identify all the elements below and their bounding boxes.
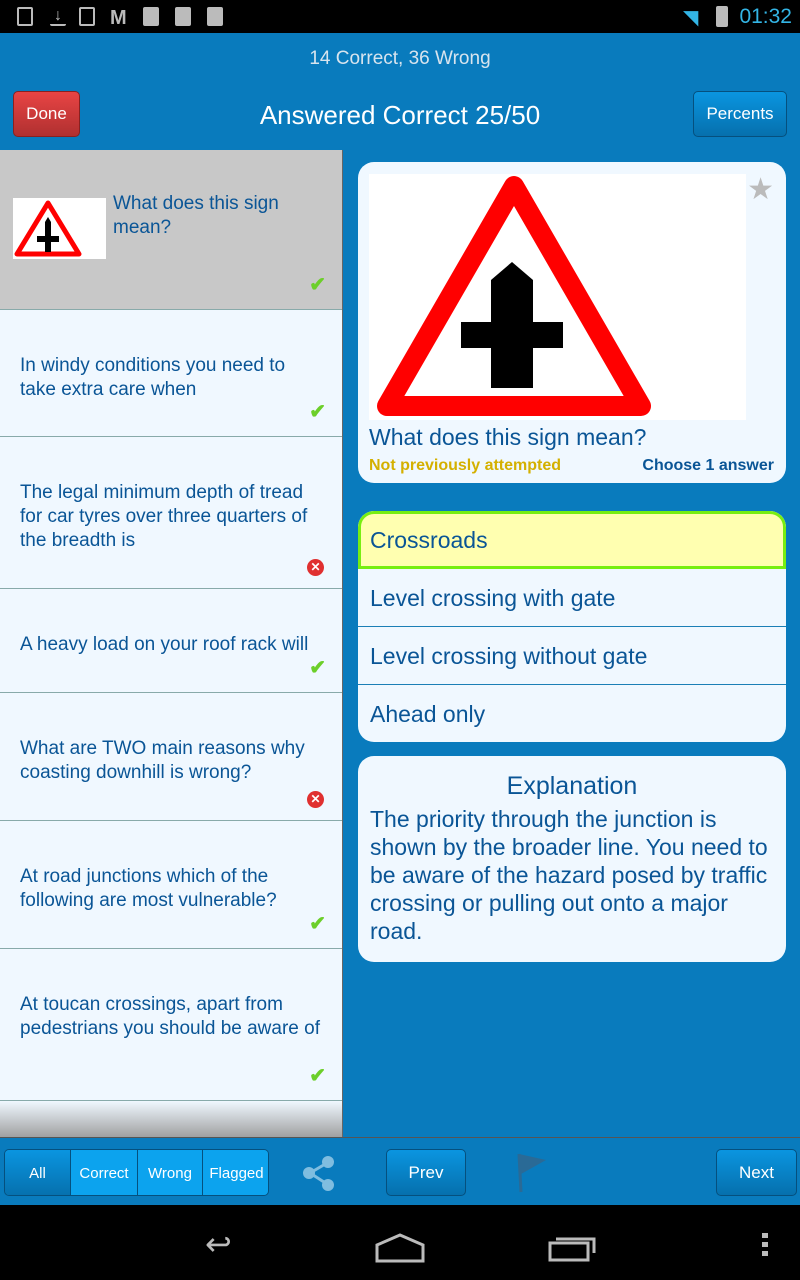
list-item-text: What does this sign mean? xyxy=(113,193,279,238)
image-icon xyxy=(79,7,95,26)
recent-apps-icon[interactable] xyxy=(548,1233,598,1263)
question-list[interactable] xyxy=(0,150,343,1137)
answer-option-selected[interactable]: Crossroads xyxy=(358,511,786,569)
check-icon: ✔ xyxy=(309,1065,326,1087)
answer-option[interactable]: Level crossing without gate xyxy=(358,627,786,685)
explanation-card xyxy=(358,756,786,962)
done-button[interactable]: Done xyxy=(13,91,80,137)
home-icon[interactable] xyxy=(375,1233,425,1263)
flag-icon[interactable] xyxy=(512,1152,548,1194)
check-icon: ✔ xyxy=(309,913,326,935)
list-item[interactable] xyxy=(0,150,342,310)
percents-button[interactable]: Percents xyxy=(693,91,787,137)
wrong-icon: ✕ xyxy=(307,559,324,576)
list-item-text: At toucan crossings, apart from pedestrians you should be aware of xyxy=(20,994,320,1039)
status-bar xyxy=(0,0,800,33)
filter-segments xyxy=(4,1149,269,1196)
list-item[interactable] xyxy=(0,589,342,693)
play-store-icon xyxy=(143,7,159,26)
list-item[interactable] xyxy=(0,310,342,437)
battery-icon xyxy=(716,6,728,27)
answer-option[interactable]: Ahead only xyxy=(370,701,486,727)
check-icon: ✔ xyxy=(309,274,326,296)
wifi-icon: ◥ xyxy=(683,7,699,29)
list-item-text: A heavy load on your roof rack will xyxy=(20,634,309,655)
explanation-title: Explanation xyxy=(506,772,638,800)
filter-all[interactable]: All xyxy=(5,1150,71,1196)
list-item[interactable] xyxy=(0,821,342,949)
filter-flagged[interactable]: Flagged xyxy=(203,1150,269,1196)
bottom-toolbar xyxy=(0,1137,800,1205)
gmail-icon: M xyxy=(110,7,127,29)
list-item-text: The legal minimum depth of tread for car tyres over three quarters of the breadth is xyxy=(20,482,308,551)
question-card xyxy=(358,162,786,483)
phone-download-icon xyxy=(17,7,33,26)
question-text: What does this sign mean? xyxy=(369,424,647,450)
filter-wrong[interactable]: Wrong xyxy=(138,1150,203,1196)
list-item-text: In windy conditions you need to take extra care when xyxy=(20,355,286,400)
check-icon: ✔ xyxy=(309,401,326,423)
list-item[interactable] xyxy=(0,1101,342,1137)
star-icon[interactable]: ★ xyxy=(747,173,774,206)
clock: 01:32 xyxy=(739,5,792,28)
list-item[interactable] xyxy=(0,949,342,1101)
explanation-text: The priority through the junction is shown by the broader line. You need to be aware of the hazard posed by traffic crossing or pulling out onto a major road. xyxy=(370,806,768,944)
page-title: Answered Correct 25/50 xyxy=(259,100,541,130)
play-store-icon xyxy=(175,7,191,26)
share-icon[interactable] xyxy=(300,1154,340,1194)
play-store-icon xyxy=(207,7,223,26)
download-icon: ↓ xyxy=(50,7,66,26)
answer-option[interactable]: Level crossing with gate xyxy=(358,569,786,627)
check-icon: ✔ xyxy=(309,657,326,679)
list-item[interactable] xyxy=(0,693,342,821)
score-summary: 14 Correct, 36 Wrong xyxy=(309,48,491,69)
wrong-icon: ✕ xyxy=(307,791,324,808)
back-icon[interactable]: ↩ xyxy=(205,1226,232,1262)
menu-icon[interactable] xyxy=(762,1233,768,1257)
attempt-status: Not previously attempted xyxy=(369,457,562,474)
next-button[interactable]: Next xyxy=(716,1149,797,1196)
list-item-text: What are TWO main reasons why coasting downhill is wrong? xyxy=(20,738,305,783)
sign-image xyxy=(369,174,746,420)
list-item[interactable] xyxy=(0,437,342,589)
prev-button[interactable]: Prev xyxy=(386,1149,466,1196)
sign-thumbnail xyxy=(13,198,106,259)
navigation-bar xyxy=(0,1205,800,1280)
answers-card xyxy=(358,511,786,742)
list-item-text: At road junctions which of the following are most vulnerable? xyxy=(20,866,277,911)
instruction: Choose 1 answer xyxy=(642,457,774,474)
filter-correct[interactable]: Correct xyxy=(71,1150,138,1196)
